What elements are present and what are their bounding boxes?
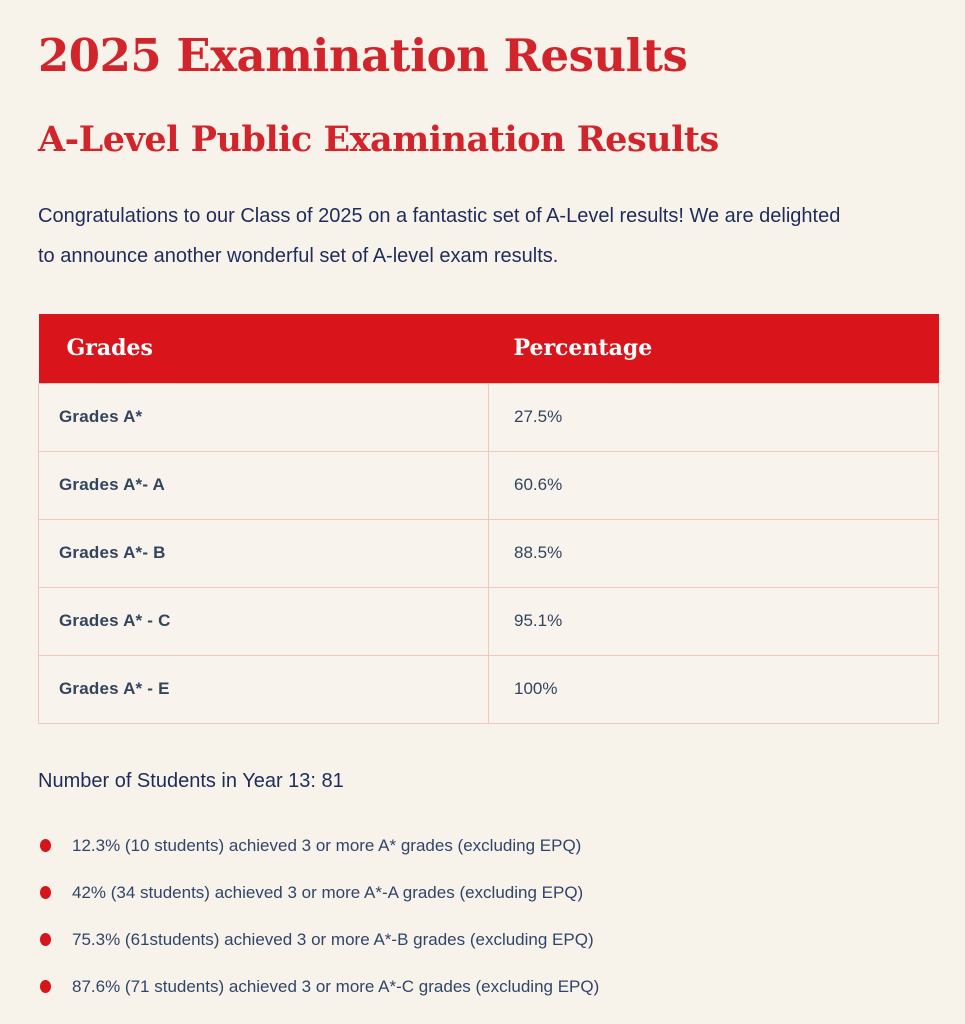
table-row bbox=[39, 383, 939, 451]
list-item-text: 12.3% (10 students) achieved 3 or more A* grades (excluding EPQ) bbox=[72, 835, 582, 855]
list-item bbox=[38, 882, 938, 903]
bullet-icon bbox=[40, 886, 51, 899]
table-header-row bbox=[39, 314, 939, 383]
bullet-icon bbox=[40, 933, 51, 946]
table-row bbox=[39, 451, 939, 519]
grade-cell: Grades A*- A bbox=[39, 451, 489, 519]
table-row bbox=[39, 587, 939, 655]
bullet-icon bbox=[40, 980, 51, 993]
list-item bbox=[38, 976, 938, 997]
achievements-list bbox=[38, 835, 938, 997]
grade-cell: Grades A* - E bbox=[39, 655, 489, 723]
section-title: A-Level Public Examination Results bbox=[38, 118, 719, 160]
percentage-cell: 100% bbox=[489, 655, 939, 723]
results-table bbox=[38, 314, 939, 724]
list-item-text: 75.3% (61students) achieved 3 or more A*-B grades (excluding EPQ) bbox=[72, 929, 594, 949]
list-item-text: 42% (34 students) achieved 3 or more A*-A grades (excluding EPQ) bbox=[72, 882, 584, 902]
grade-cell: Grades A* - C bbox=[39, 587, 489, 655]
bullet-icon bbox=[40, 839, 51, 852]
page-title: 2025 Examination Results bbox=[38, 29, 688, 82]
list-item bbox=[38, 929, 938, 950]
students-count-line: Number of Students in Year 13: 81 bbox=[38, 769, 344, 792]
table-row bbox=[39, 519, 939, 587]
percentage-column-header: Percentage bbox=[489, 314, 939, 383]
grade-cell: Grades A*- B bbox=[39, 519, 489, 587]
grade-cell: Grades A* bbox=[39, 383, 489, 451]
table-row bbox=[39, 655, 939, 723]
percentage-cell: 60.6% bbox=[489, 451, 939, 519]
percentage-cell: 27.5% bbox=[489, 383, 939, 451]
percentage-cell: 88.5% bbox=[489, 519, 939, 587]
grades-column-header: Grades bbox=[39, 314, 489, 383]
intro-paragraph: Congratulations to our Class of 2025 on a fantastic set of A-Level results! We are delighted to announce another wonderful set of A-level exam results. bbox=[38, 205, 841, 267]
percentage-cell: 95.1% bbox=[489, 587, 939, 655]
list-item-text: 87.6% (71 students) achieved 3 or more A*-C grades (excluding EPQ) bbox=[72, 976, 600, 996]
list-item bbox=[38, 835, 938, 856]
